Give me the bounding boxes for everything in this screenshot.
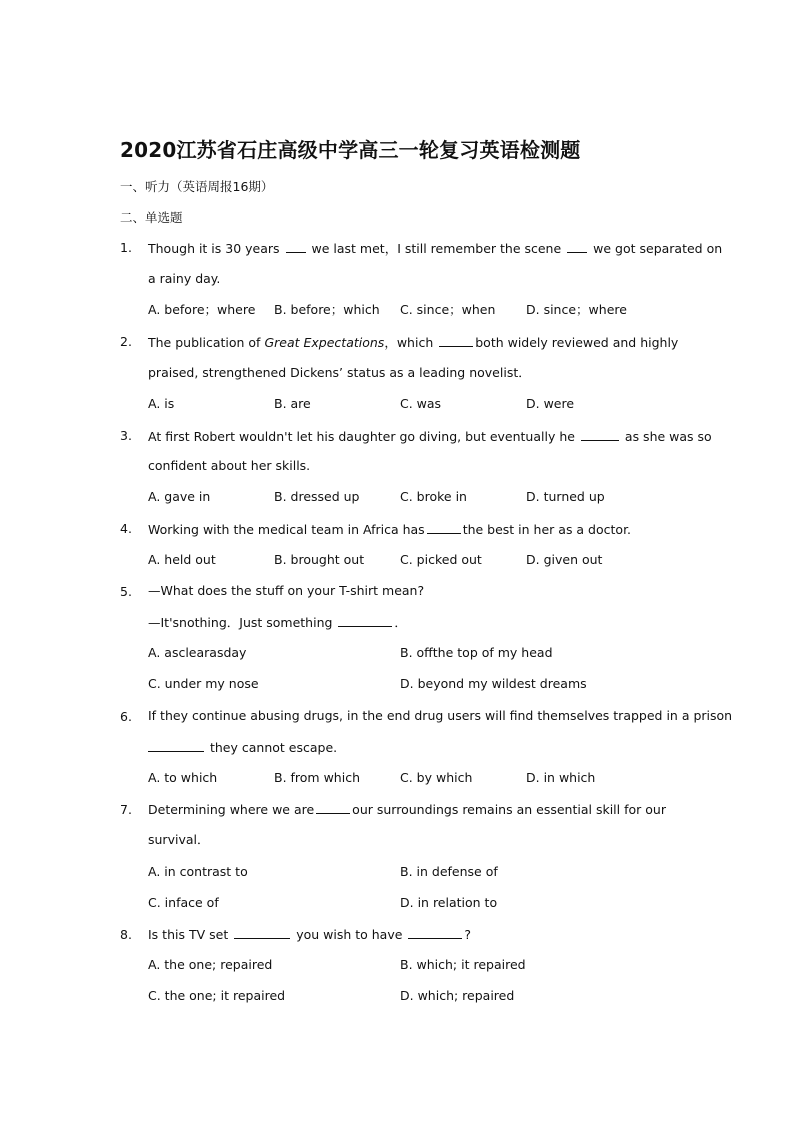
question-stem — [148, 240, 722, 257]
question-number: 5. — [120, 584, 132, 599]
question-text: Though it is 30 years — [148, 241, 280, 256]
answer-blank — [316, 801, 350, 814]
option-a: A. in contrast to — [148, 864, 248, 879]
question-text: The publication of — [148, 335, 261, 350]
question-text: —It'snothing．Just something — [148, 615, 333, 630]
option-b: B. dressed up — [274, 489, 360, 504]
option-b: B. offthe top of my head — [400, 645, 553, 660]
option-b: B. which; it repaired — [400, 957, 526, 972]
option-a: A. before；where — [148, 302, 256, 317]
option-a: A. held out — [148, 552, 216, 567]
question-stem — [148, 521, 631, 538]
question-number: 1. — [120, 240, 132, 255]
question-stem — [148, 739, 337, 756]
option-d: D. were — [526, 396, 575, 411]
question-text: a rainy day. — [148, 271, 221, 286]
option-a: A. to which — [148, 770, 218, 785]
question-text: praised, strengthened Dickens’ status as a leading novelist． — [148, 365, 531, 380]
option-c: C. since；when — [400, 302, 496, 317]
answer-blank — [234, 926, 290, 939]
option-c: C. by which — [400, 770, 473, 785]
page-title: 2020江苏省石庄高级中学高三一轮复习英语检测题 — [120, 138, 581, 162]
question-number: 4. — [120, 521, 132, 536]
question-text: the best in her as a doctor. — [462, 522, 632, 537]
section-listening: 一、听力（英语周报16期） — [120, 179, 274, 194]
option-b: B. brought out — [274, 552, 365, 567]
question-stem — [148, 926, 471, 943]
option-a: A. gave in — [148, 489, 211, 504]
question-text: you wish to have — [296, 927, 403, 942]
question-text: Is this TV set — [148, 927, 229, 942]
question-stem — [148, 614, 407, 631]
question-number: 2. — [120, 334, 132, 349]
answer-blank — [581, 428, 619, 441]
question-number: 6. — [120, 709, 132, 724]
question-text: ，which — [384, 335, 434, 350]
question-number: 3. — [120, 428, 132, 443]
question-text: ． — [394, 615, 407, 630]
answer-blank — [439, 334, 473, 347]
option-c: C. broke in — [400, 489, 467, 504]
question-text: as she was so — [624, 429, 712, 444]
option-d: D. which; repaired — [400, 988, 515, 1003]
question-text: survival． — [148, 832, 210, 847]
question-text: our surroundings remains an essential skill for our — [352, 802, 666, 817]
option-c: C. picked out — [400, 552, 482, 567]
option-b: B. from which — [274, 770, 360, 785]
answer-blank — [286, 240, 306, 253]
question-text: we last met，I still remember the scene — [311, 241, 562, 256]
question-text: ? — [464, 927, 472, 942]
answer-blank — [408, 926, 462, 939]
option-b: B. before；which — [274, 302, 380, 317]
option-d: D. in relation to — [400, 895, 498, 910]
option-c: C. was — [400, 396, 442, 411]
question-text: we got separated on — [593, 241, 723, 256]
answer-blank — [338, 614, 392, 627]
answer-blank — [567, 240, 587, 253]
question-text: both widely reviewed and highly — [475, 335, 679, 350]
option-d: D. since；where — [526, 302, 627, 317]
option-b: B. in defense of — [400, 864, 498, 879]
section-mcq: 二、单选题 — [120, 210, 183, 225]
book-title: Great Expectations — [264, 335, 385, 350]
question-text: If they continue abusing drugs, in the end drug users will find themselves trapped in a prison — [148, 708, 733, 723]
option-d: D. in which — [526, 770, 596, 785]
option-c: C. under my nose — [148, 676, 259, 691]
option-c: C. the one; it repaired — [148, 988, 286, 1003]
question-text: Working with the medical team in Africa has — [148, 522, 425, 537]
answer-blank — [427, 521, 461, 534]
question-text: confident about her skills. — [148, 458, 311, 473]
option-c: C. inface of — [148, 895, 219, 910]
question-text: At first Robert wouldn't let his daughter go diving, but eventually he — [148, 429, 575, 444]
option-d: D. beyond my wildest dreams — [400, 676, 587, 691]
question-text: Determining where we are — [148, 802, 315, 817]
option-d: D. given out — [526, 552, 603, 567]
question-text: they cannot escape. — [209, 740, 338, 755]
question-stem — [148, 428, 712, 445]
answer-blank — [148, 739, 204, 752]
question-stem — [148, 801, 666, 818]
question-number: 8. — [120, 927, 132, 942]
option-d: D. turned up — [526, 489, 605, 504]
option-a: A. is — [148, 396, 175, 411]
option-b: B. are — [274, 396, 311, 411]
option-a: A. asclearasday — [148, 645, 247, 660]
question-text: —What does the stuff on your T-shirt mean? — [148, 583, 425, 598]
question-number: 7. — [120, 802, 132, 817]
question-stem — [148, 334, 678, 351]
option-a: A. the one; repaired — [148, 957, 273, 972]
